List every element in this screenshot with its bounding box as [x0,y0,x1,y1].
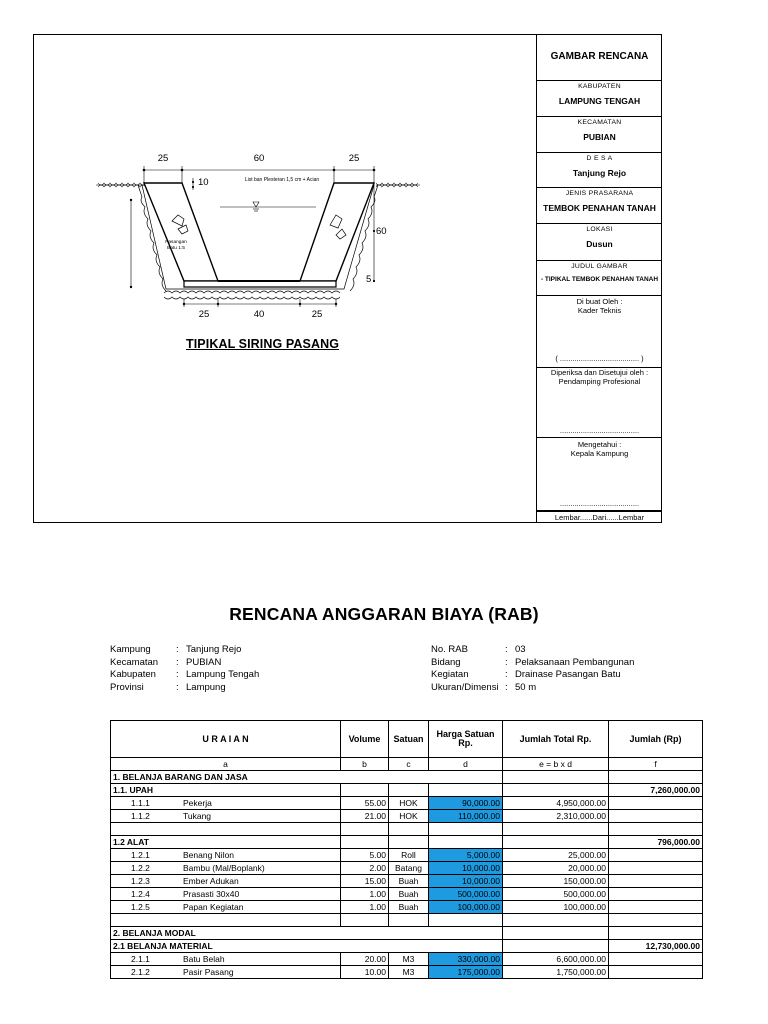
item-price: 10,000.00 [429,862,503,875]
header-harga: Harga Satuan Rp. [429,721,503,758]
item-price: 100,000.00 [429,901,503,914]
tb-judul [537,261,662,296]
info-key: Kabupaten [110,669,156,680]
tb-dibuat-label: Di buat Oleh : [576,297,623,306]
header-satuan: Satuan [389,721,429,758]
info-key: Kecamatan [110,656,159,668]
item-price: 110,000.00 [429,810,503,823]
item-code: 1.2.4 [131,888,150,899]
item-name: Ember Adukan [183,875,239,886]
section-title: 2. BELANJA MODAL [111,927,503,940]
info-row: Kegiatan : Drainase Pasangan Batu [431,669,621,680]
dim-bottom-left: 25 [198,309,210,320]
info-value: PUBIAN [186,656,222,668]
tb-dibuat-sign: ( ...................................... ) [555,354,644,363]
cross-section-drawing [34,35,534,335]
info-value: 03 [515,644,526,655]
ground-hatch-right [376,183,420,187]
empty-row [111,823,703,836]
tb-kader: Kader Teknis [577,306,622,315]
table-row [111,862,703,875]
item-total: 500,000.00 [503,888,609,901]
item-unit: M3 [389,953,429,966]
info-key: No. RAB [431,644,468,655]
drawing-caption: TIPIKAL SIRING PASANG [186,337,340,351]
bottom-dimension-line [184,299,336,307]
tb-judul-value: - TIPIKAL TEMBOK PENAHAN TANAH [540,276,659,283]
empty-row [111,914,703,927]
subheader-c: c [389,758,429,771]
item-name: Bambu (Mal/Boplank) [183,862,265,873]
item-name: Pekerja [183,797,212,808]
info-row: No. RAB : 03 [431,644,526,655]
item-code: 2.1.2 [131,966,150,977]
header-jumlah: Jumlah (Rp) [609,721,703,758]
item-volume: 1.00 [341,901,389,914]
item-volume: 55.00 [341,797,389,810]
dim-top-middle: 60 [253,153,265,164]
dim-10: 10 [198,177,209,188]
item-price: 10,000.00 [429,875,503,888]
subheader-a: a [111,758,341,771]
title-block-header [537,34,662,81]
info-value: Lampung [186,681,226,693]
item-unit: HOK [389,797,429,810]
item-code: 1.2.5 [131,901,150,912]
item-price: 175,000.00 [429,966,503,979]
info-row: Kecamatan : PUBIAN [110,656,222,668]
tb-pendamping: Pendamping Profesional [558,377,641,386]
item-code: 1.2.2 [131,862,150,873]
plaster-note: List ban Plesteran 1,5 cm + Acian [244,177,320,183]
item-volume: 20.00 [341,953,389,966]
title-block [536,34,662,523]
item-name: Pasir Pasang [183,966,234,977]
table-row [111,966,703,979]
item-unit: Buah [389,901,429,914]
info-row: Provinsi : Lampung [110,681,226,693]
table-row [111,797,703,810]
rab-title: RENCANA ANGGARAN BIAYA (RAB) [229,604,539,624]
item-name: Papan Kegiatan [183,901,244,912]
table-row [111,901,703,914]
table-subheader-row [111,758,703,771]
tb-kecamatan [537,117,662,153]
info-row: Kabupaten : Lampung Tengah [110,669,260,680]
item-unit: Batang [389,862,429,875]
info-key: Bidang [431,656,461,668]
item-volume: 21.00 [341,810,389,823]
tb-diperiksa-label: Diperiksa dan Disetujui oleh : [550,368,649,377]
item-price: 500,000.00 [429,888,503,901]
dim-5: 5 [366,274,372,285]
info-key: Kegiatan [431,669,469,680]
dim-top-left: 25 [157,153,169,164]
subheader-f: f [609,758,703,771]
item-total: 25,000.00 [503,849,609,862]
group-total: 7,260,000.00 [609,784,703,797]
left-wall [144,183,218,281]
tb-kepala: Kepala Kampung [570,449,629,458]
tb-jenis-label: JENIS PRASARANA [565,190,634,197]
header-volume: Volume [341,721,389,758]
item-volume: 15.00 [341,875,389,888]
item-unit: Buah [389,875,429,888]
section-row [111,927,703,940]
dim-bottom-right: 25 [311,309,323,320]
section-row [111,771,703,784]
group-title: 1.2 ALAT [111,836,341,849]
subheader-b: b [341,758,389,771]
dim-60-right: 60 [376,226,387,237]
subheader-d: d [429,758,503,771]
tb-lokasi-label: LOKASI [586,226,613,233]
tb-kabupaten-label: KABUPATEN [578,83,621,90]
group-row [111,836,703,849]
tb-lembar-text: Lembar......Dari......Lembar [554,513,645,522]
header-jumlah-total: Jumlah Total Rp. [503,721,609,758]
tb-kabupaten [537,81,662,117]
table-row [111,888,703,901]
info-key: Provinsi [110,681,144,693]
header-uraian: U R A I A N [111,721,341,758]
item-total: 100,000.00 [503,901,609,914]
item-price: 330,000.00 [429,953,503,966]
tb-lokasi [537,224,662,261]
group-total: 796,000.00 [609,836,703,849]
info-value: 50 m [515,681,537,693]
table-row [111,849,703,862]
item-total: 150,000.00 [503,875,609,888]
item-code: 1.1.2 [131,810,150,821]
tb-kabupaten-value: LAMPUNG TENGAH [558,96,641,106]
item-price: 90,000.00 [429,797,503,810]
item-code: 1.1.1 [131,797,150,808]
item-code: 1.2.1 [131,849,150,860]
table-row [111,810,703,823]
info-key: Kampung [110,644,151,655]
info-value: Lampung Tengah [186,669,260,680]
tb-mengetahui [537,438,662,511]
item-total: 1,750,000.00 [503,966,609,979]
item-unit: Buah [389,888,429,901]
info-value: Pelaksanaan Pembangunan [515,656,635,668]
item-total: 2,310,000.00 [503,810,609,823]
item-volume: 10.00 [341,966,389,979]
stone-label-2: Batu 1:5 [167,246,185,251]
tb-jenis [537,188,662,224]
item-name: Benang Nilon [183,849,235,860]
info-row: Kampung : Tanjung Rejo [110,644,242,655]
stone-label-1: Pasangan [165,240,187,245]
tb-jenis-value: TEMBOK PENAHAN TANAH [543,203,656,213]
tb-kecamatan-value: PUBIAN [583,132,616,142]
rab-table [110,720,703,979]
tb-mengetahui-sign: ...................................... [559,499,640,508]
info-key: Ukuran/Dimensi [431,681,499,693]
table-header-row [111,721,703,758]
tb-desa-label: D E S A [586,155,613,162]
item-total: 6,600,000.00 [503,953,609,966]
item-volume: 5.00 [341,849,389,862]
item-code: 1.2.3 [131,875,150,886]
tb-mengetahui-label: Mengetahui : [577,440,622,449]
group-title: 1.1. UPAH [111,784,341,797]
item-unit: Roll [389,849,429,862]
item-total: 4,950,000.00 [503,797,609,810]
item-price: 5,000.00 [429,849,503,862]
item-code: 2.1.1 [131,953,150,964]
subheader-e: e = b x d [503,758,609,771]
rab-info-right [431,644,634,694]
item-volume: 1.00 [341,888,389,901]
tb-kecamatan-label: KECAMATAN [577,119,622,126]
item-unit: M3 [389,966,429,979]
section-title: 1. BELANJA BARANG DAN JASA [111,771,503,784]
item-name: Prasasti 30x40 [183,888,240,899]
tb-desa-value: Tanjung Rejo [572,168,627,178]
water-level-symbol [220,202,316,211]
info-row: Ukuran/Dimensi : 50 m [431,681,537,693]
tb-desa [537,153,662,188]
table-row [111,953,703,966]
tb-diperiksa-sign: ...................................... [559,426,640,435]
item-volume: 2.00 [341,862,389,875]
tb-judul-label: JUDUL GAMBAR [571,263,628,270]
title-block-header-text: GAMBAR RENCANA [550,51,649,62]
tb-lembar [537,511,662,523]
item-total: 20,000.00 [503,862,609,875]
tb-lokasi-value: Dusun [586,239,613,249]
item-name: Batu Belah [183,953,225,964]
group-row [111,784,703,797]
group-total: 12,730,000.00 [609,940,703,953]
rab-info-left [110,644,259,694]
info-value: Drainase Pasangan Batu [515,669,621,680]
dim-top-right: 25 [348,153,360,164]
group-row [111,940,703,953]
tb-diperiksa [537,368,662,438]
group-title: 2.1 BELANJA MATERIAL [111,940,503,953]
info-row: Bidang : Pelaksanaan Pembangunan [431,656,635,668]
info-value: Tanjung Rejo [186,644,242,655]
table-row [111,875,703,888]
right-wall [300,183,374,281]
tb-dibuat [537,296,662,368]
item-name: Tukang [183,810,212,821]
dim-bottom-middle: 40 [253,309,265,320]
item-unit: HOK [389,810,429,823]
